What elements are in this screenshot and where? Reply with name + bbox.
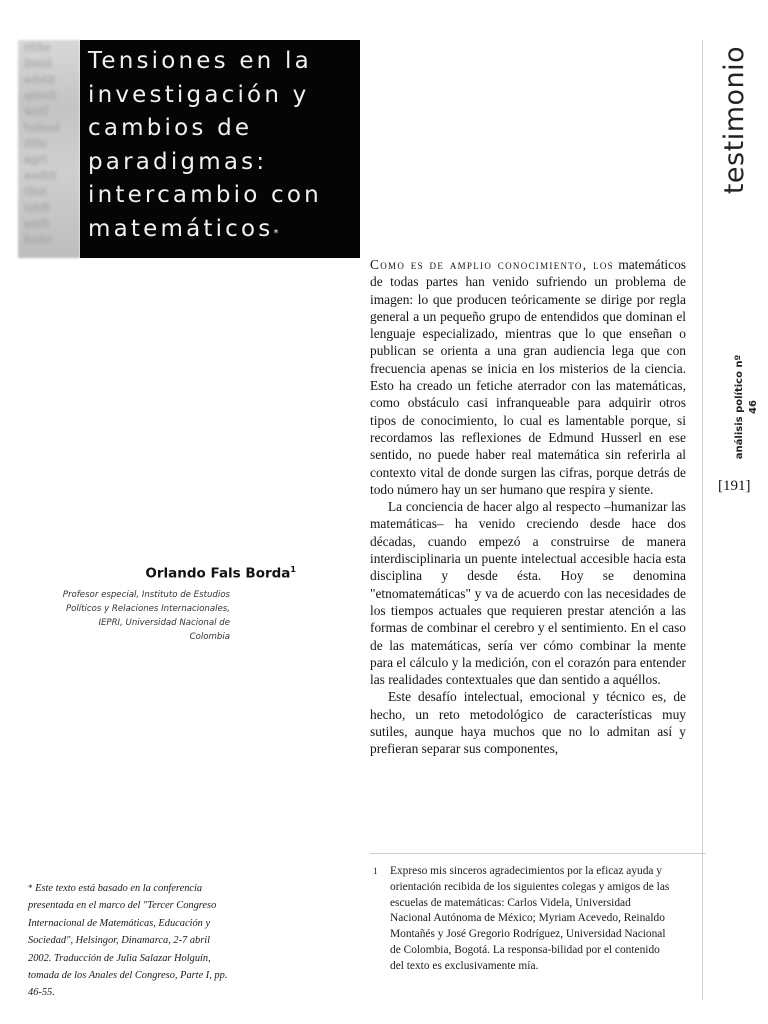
footnote — [373, 864, 673, 975]
article-title: Tensiones en la investigación y cambios de paradigmas: intercambio con matemáticos* — [88, 48, 322, 242]
paragraph-3: Este desafío intelectual, emocional y técnico es, de hecho, un reto metodológico de características muy sutiles, aunque haya muchos que no lo admitan así y prefieran separar sus componentes, — [370, 689, 686, 757]
lead-in: Como es de amplio conocimiento, los — [370, 257, 614, 272]
author-block — [60, 565, 296, 644]
side-divider — [702, 40, 703, 1000]
source-note: * Este texto está basado en la conferencia presentada en el marco del "Tercer Congreso Internacional de Matemáticas, Educación y Sociedad", Helsingor, Dinamarca, 2-7 abril 2002. Traducción de Julia Salazar Holguín, tomada de los Anales del Congreso, Parte I, pp. 46-55. — [28, 883, 228, 999]
author-affiliation: Profesor especial, Instituto de Estudios Políticos y Relaciones Internacionales, IEPRI, Universidad Nacional de Colombia — [62, 589, 230, 642]
title-box — [80, 40, 360, 258]
section-label: testimonio — [719, 45, 750, 195]
body-text — [370, 256, 686, 758]
page-number: [191] — [718, 478, 751, 494]
blurred-text-strip: rithe lleiid adstit antelt wstf tumud itthi agrt aedtit thut iutdt anrb haite — [18, 40, 80, 258]
journal-label: análisis político nº 46 — [734, 354, 759, 460]
footnote-divider — [370, 853, 706, 854]
author-name: Orlando Fals Borda$^1$ — [145, 565, 296, 582]
footnote-text: Expreso mis sinceros agradecimientos por la eficaz ayuda y orientación recibida de los siguientes colegas y amigos de las escuelas de matemáticas: Carlos Videla, Universidad Nacional Autónoma de México; Myriam Acevedo, Reinaldo Montañés y José Gregorio Rodríguez, Universidad Nacional de Colombia, Bogotá. La responsa-bilidad por el contenido del texto es exclusivamente mía. — [390, 865, 670, 972]
paragraph-1: Como es de amplio conocimiento, los matemáticos de todas partes han venido sufriendo un problema de imagen: lo que producen teóricamente se dirige por regla general a un pequeño grupo de entendidos que dominan el lenguaje especializado, mientras que lo que enseñan o publican se orienta a una gran audiencia lega que con frecuencia apenas se inicia en los misterios de la ciencia. Esto ha creado un fetiche aterrador con las matemáticas, como obstáculo casi infranqueable para adquirir otros tipos de conocimiento, lo cual es lamentable porque, si recordamos las reflexiones de Edmund Husserl en ese sentido, no puede haber real matemática sin referirla al contexto vital de donde surgen las cifras, porque detrás de todo número hay un ser humano que respira y siente. — [370, 257, 686, 497]
paragraph-2: La conciencia de hacer algo al respecto –humanizar las matemáticas– ha venido creciendo desde hace dos décadas, cuando empezó a construirse de manera interdisciplinaria un puente intelectual accesible hacia esta disciplina y desde ésta. Hoy se denomina "etnomatemáticas" y va de acuerdo con las necesidades de los tiempos actuales que requieren prestar atención a las formas de combinar el cerebro y el sentimiento. En el caso de las matemáticas, sería ver cómo combinar la mente para el cálculo y la medición, con el corazón para entender las realidades contextuales que dan sentido a aquéllos. — [370, 499, 686, 688]
footnote-number: 1 — [373, 866, 378, 876]
title-footnote-mark: * — [273, 227, 279, 239]
